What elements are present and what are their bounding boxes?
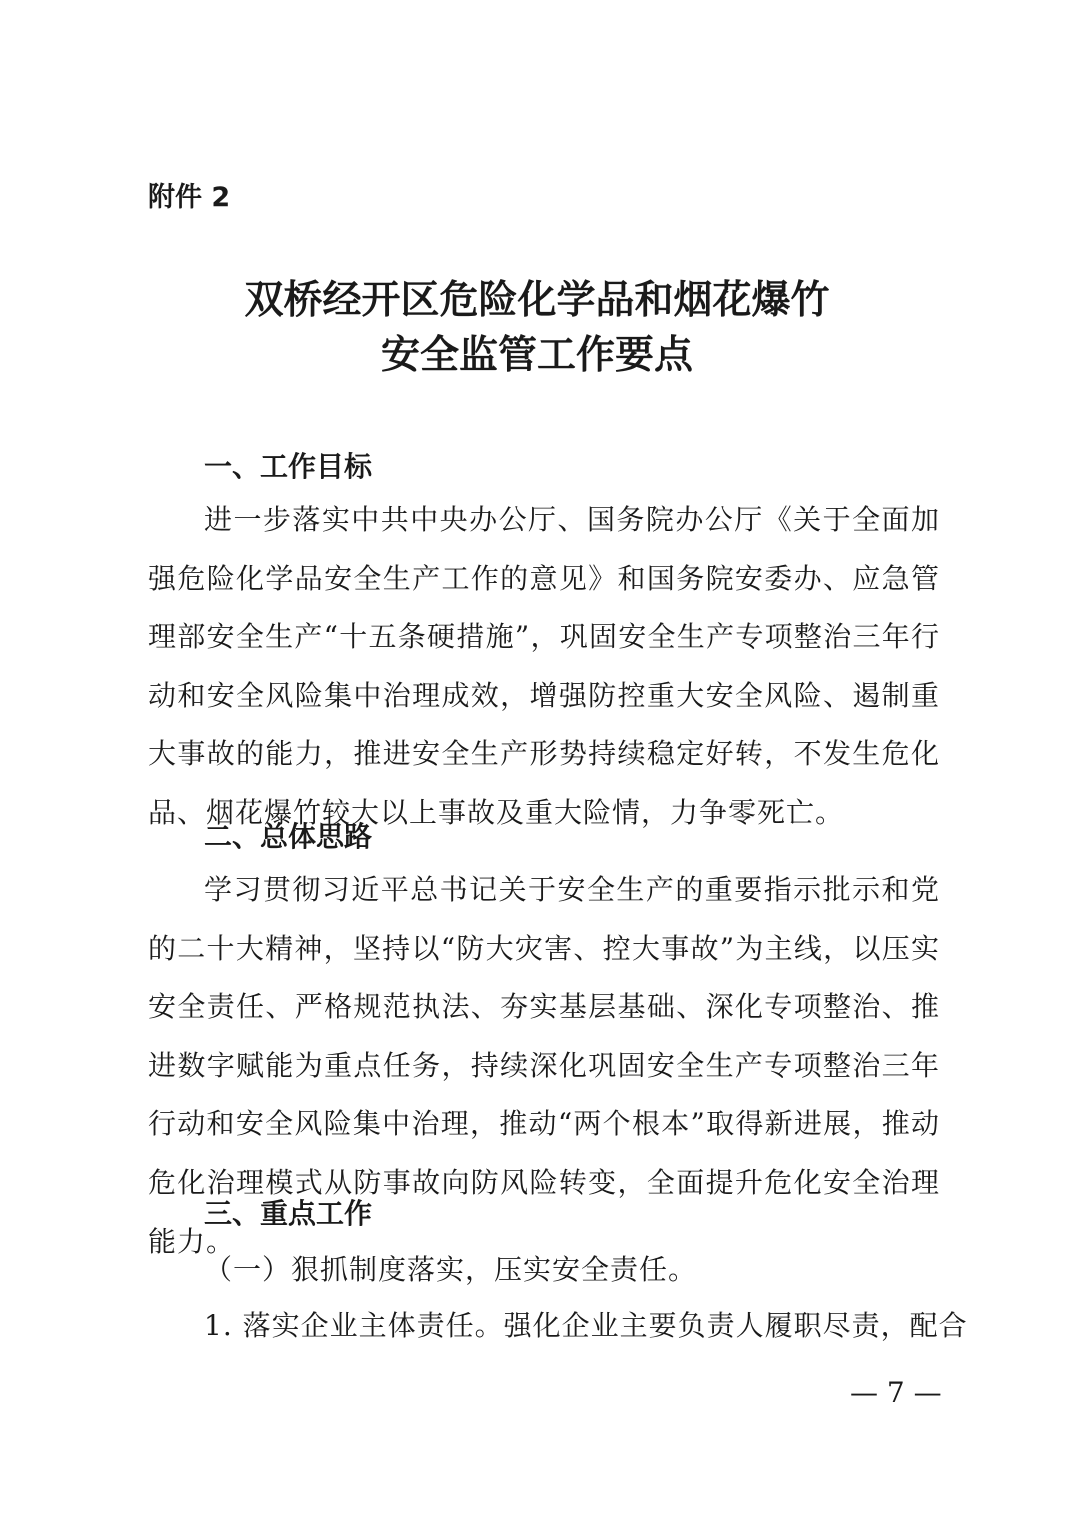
attachment-label: 附件 2 xyxy=(148,182,231,213)
section-heading-approach: 二、总体思路 xyxy=(204,820,373,853)
document-title-line-1: 双桥经开区危险化学品和烟花爆竹 xyxy=(244,277,830,323)
section-heading-goals: 一、工作目标 xyxy=(204,450,373,483)
document-title-line-2: 安全监管工作要点 xyxy=(380,332,693,378)
section-heading-key-work: 三、重点工作 xyxy=(204,1197,373,1230)
list-item-1: 1. 落实企业主体责任。强化企业主要负责人履职尽责，配合 xyxy=(204,1309,968,1342)
page-number: — 7 — xyxy=(850,1376,942,1409)
subsection-heading-1: （一）狠抓制度落实，压实安全责任。 xyxy=(204,1253,698,1286)
section-paragraph-goals: 进一步落实中共中央办公厅、国务院办公厅《关于全面加强危险化学品安全生产工作的意见》和国务院安委办、应急管理部安全生产“十五条硬措施”，巩固安全生产专项整治三年行动和安全风险集中治理成效，增强防控重大安全风险、遏制重大事故的能力，推进安全生产形势持续稳定好转，不发生危化品、烟花爆竹较大以上事故及重大险情，力争零死亡。 xyxy=(148,503,940,829)
section-paragraph-approach: 学习贯彻习近平总书记关于安全生产的重要指示批示和党的二十大精神，坚持以“防大灾害、控大事故”为主线，以压实安全责任、严格规范执法、夯实基层基础、深化专项整治、推进数字赋能为重点任务，持续深化巩固安全生产专项整治三年行动和安全风险集中治理，推动“两个根本”取得新进展，推动危化治理模式从防事故向防风险转变，全面提升危化安全治理能力。 xyxy=(148,873,940,1258)
